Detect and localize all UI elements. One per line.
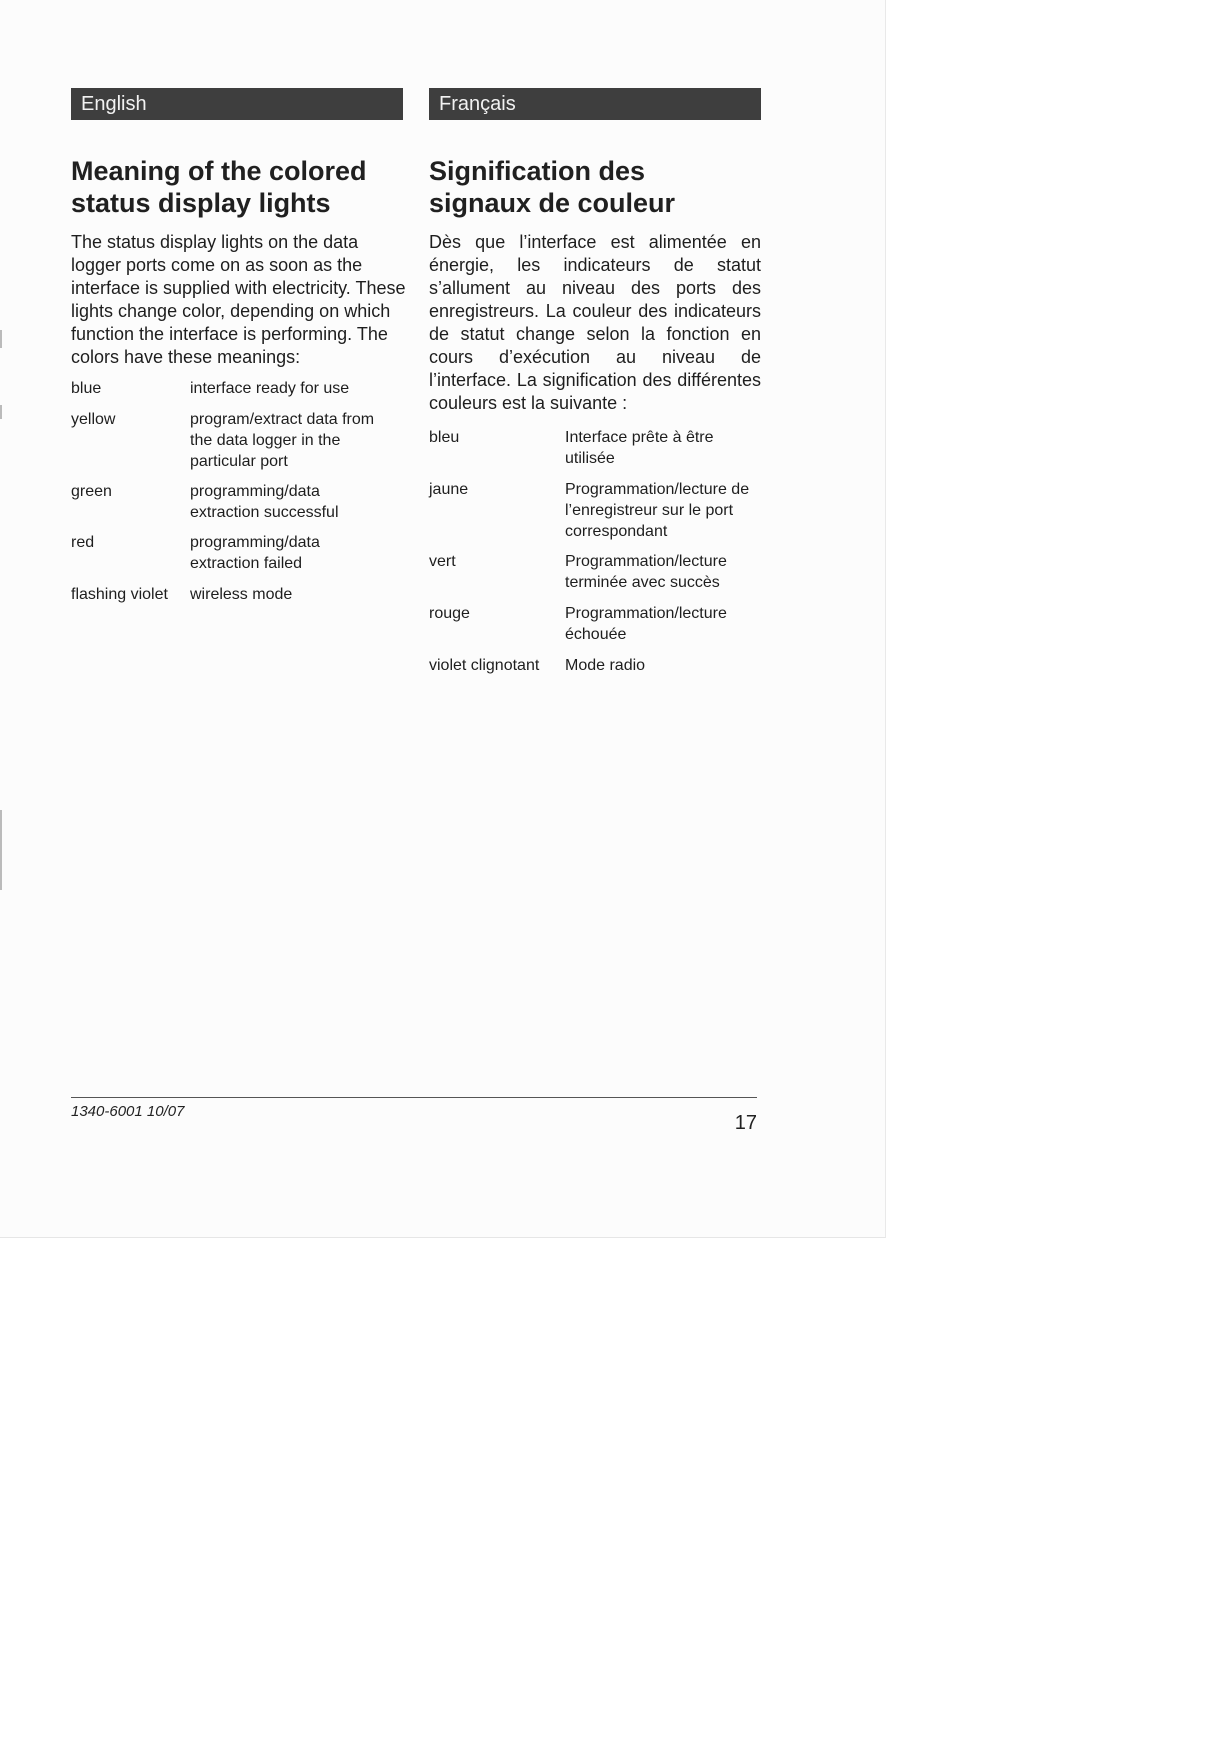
legend-color: vert [429, 553, 456, 570]
legend-color: violet clignotant [429, 657, 540, 674]
french-color-legend [429, 427, 761, 676]
scan-edge-mark [0, 810, 2, 890]
document-code: 1340-6001 10/07 [71, 1103, 185, 1120]
legend-color: flashing violet [71, 586, 168, 603]
legend-meaning: Interface prête à être utilisée [565, 429, 714, 467]
legend-row [71, 584, 407, 605]
legend-row [429, 479, 761, 542]
legend-row [71, 378, 407, 399]
legend-color: red [71, 534, 95, 551]
legend-meaning: interface ready for use [190, 380, 350, 397]
legend-row [71, 481, 407, 523]
language-header-english: English [71, 88, 403, 120]
legend-row [429, 603, 761, 645]
legend-meaning: program/extract data from the data logger in the particular port [190, 411, 375, 470]
english-intro-paragraph: The status display lights on the data logger ports come on as soon as the interface is supplied with electricity. These lights change color, depending on which function the interface is performing. The colors have these meanings: [71, 232, 406, 367]
legend-meaning: Mode radio [565, 657, 646, 674]
legend-color: yellow [71, 411, 116, 428]
english-heading: Meaning of the colored status display lights [71, 156, 367, 218]
english-color-legend [71, 378, 407, 605]
legend-meaning: wireless mode [190, 586, 293, 603]
legend-meaning: programming/data extraction failed [190, 534, 320, 572]
french-intro-paragraph: Dès que l’interface est alimentée en énergie, les indicateurs de statut s’allument au niveau des ports des enregistreurs. La couleur des indicateurs de statut change selon la fonction en cours d’exécution au niveau de l’interface. La signification des différentes couleurs est la suivante : [429, 232, 761, 413]
legend-row [71, 532, 407, 574]
language-header-french: Français [429, 88, 761, 120]
legend-row [429, 551, 761, 593]
legend-color: green [71, 483, 112, 500]
french-column [429, 88, 761, 674]
legend-row [71, 409, 407, 472]
scan-edge-mark [0, 405, 2, 419]
english-column [71, 88, 407, 603]
french-heading: Signification des signaux de couleur [429, 156, 676, 218]
legend-color: jaune [429, 481, 469, 498]
legend-color: bleu [429, 429, 460, 446]
legend-color: rouge [429, 605, 470, 622]
legend-row [429, 655, 761, 676]
scan-edge-mark [0, 330, 2, 348]
legend-meaning: Programmation/lecture échouée [565, 605, 727, 643]
legend-color: blue [71, 380, 102, 397]
legend-meaning: Programmation/lecture de l’enregistreur sur le port correspondant [565, 481, 750, 540]
footer-divider [71, 1097, 757, 1098]
legend-row [429, 427, 761, 469]
page-number: 17 [734, 1112, 757, 1134]
legend-meaning: programming/data extraction successful [190, 483, 339, 521]
legend-meaning: Programmation/lecture terminée avec succès [565, 553, 727, 591]
